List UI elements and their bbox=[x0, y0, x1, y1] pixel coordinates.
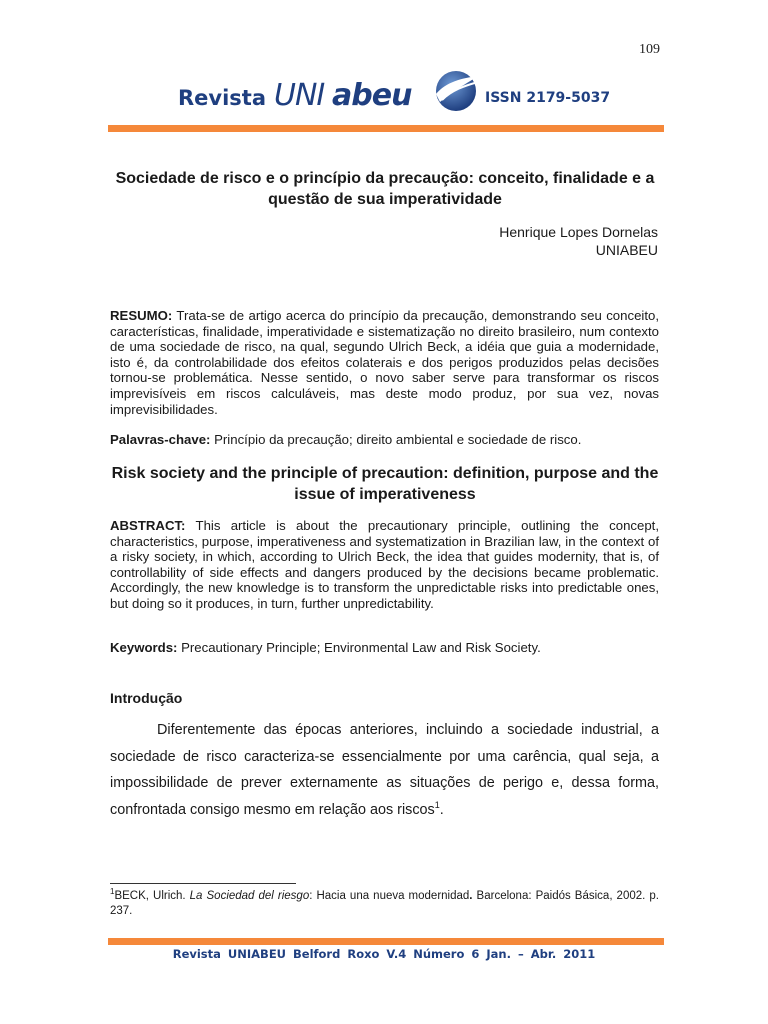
intro-heading: Introdução bbox=[110, 690, 183, 706]
globe-swoosh-icon bbox=[432, 68, 480, 114]
palavras-chave-paragraph bbox=[110, 432, 659, 448]
logo-abeu: abeu bbox=[332, 78, 412, 113]
footer-rule bbox=[108, 938, 664, 945]
logo-uni: UNI bbox=[274, 78, 325, 113]
resumo-text: Trata-se de artigo acerca do princípio da precaução, demonstrando seu conceito, características, finalidade, imperatividade e sistematização no direito brasileiro, num contexto de uma sociedade de risco, na qual, segundo Ulrich Beck, a idéia que guia a modernidade, isto é, da controlabilidade dos efeitos colaterais e dos perigos produzidos pelas decisões tornou-se problemática. Nesse sentido, o novo saber serve para transformar os riscos imprevisíveis em riscos calculáveis, mas deste modo produz, por sua vez, novas imprevisibilidades. bbox=[110, 308, 659, 417]
author-affiliation: UNIABEU bbox=[595, 242, 658, 258]
palavras-chave-text: Princípio da precaução; direito ambiental e sociedade de risco. bbox=[210, 432, 582, 447]
footnote-rest: Barcelona: Paidós Básica, 2002. p. 237. bbox=[110, 890, 659, 917]
footnote-divider bbox=[110, 883, 296, 884]
keywords-text: Precautionary Principle; Environmental Law and Risk Society. bbox=[177, 640, 541, 655]
header-revista: Revista bbox=[178, 86, 267, 110]
resumo-paragraph bbox=[110, 308, 659, 417]
abstract-paragraph bbox=[110, 518, 659, 612]
header-issn: ISSN 2179-5037 bbox=[485, 90, 611, 106]
resumo-label: RESUMO: bbox=[110, 308, 173, 323]
palavras-chave-label: Palavras-chave: bbox=[110, 432, 211, 447]
abstract-text: This article is about the precautionary principle, outlining the concept, characteristics, purpose, imperativeness and systematization in Brazilian law, in the context of a risky society, in which, according to Ulrich Beck, the idea that guides modernity, that is, of controllability of side effects and dangers produced by the decisions became problematic. Accordingly, the new knowledge is to transform the unpredictable risks into predictable ones, but doing so it produces, in turn, further unpredictability. bbox=[110, 518, 659, 611]
journal-footer: Revista UNIABEU Belford Roxo V.4 Número 6 Jan. – Abr. 2011 bbox=[172, 947, 596, 961]
article-title-pt: Sociedade de risco e o princípio da precaução: conceito, finalidade e a questão de sua imperatividade bbox=[115, 170, 655, 208]
footnote-author: BECK, Ulrich. bbox=[114, 890, 190, 902]
journal-header bbox=[178, 68, 618, 118]
footnote-subtitle: : Hacia una nueva modernidad bbox=[309, 890, 470, 902]
intro-text: Diferentemente das épocas anteriores, incluindo a sociedade industrial, a sociedade de risco caracteriza-se essencialmente por uma carência, qual seja, a impossibilidade de prever externamente as situações de perigo e, dessa forma, confrontada consigo mesmo em relação aos riscos bbox=[110, 722, 659, 818]
keywords-paragraph bbox=[110, 640, 659, 656]
header-rule bbox=[108, 125, 664, 132]
intro-end: . bbox=[439, 801, 444, 818]
page-number: 109 bbox=[639, 42, 660, 57]
footnote-title: La Sociedad del riesgo bbox=[189, 890, 310, 902]
footnote-number: 1 bbox=[110, 887, 115, 897]
footnote-reference[interactable]: 1 bbox=[434, 799, 440, 810]
footnote bbox=[110, 889, 659, 919]
keywords-label: Keywords: bbox=[110, 640, 178, 655]
author-block bbox=[499, 223, 658, 259]
intro-paragraph bbox=[110, 717, 659, 823]
abstract-label: ABSTRACT: bbox=[110, 518, 186, 533]
article-title-en: Risk society and the principle of precaution: definition, purpose and the issue of imperativeness bbox=[111, 465, 659, 503]
author-name: Henrique Lopes Dornelas bbox=[499, 224, 658, 240]
footnote-period: . bbox=[469, 890, 473, 902]
